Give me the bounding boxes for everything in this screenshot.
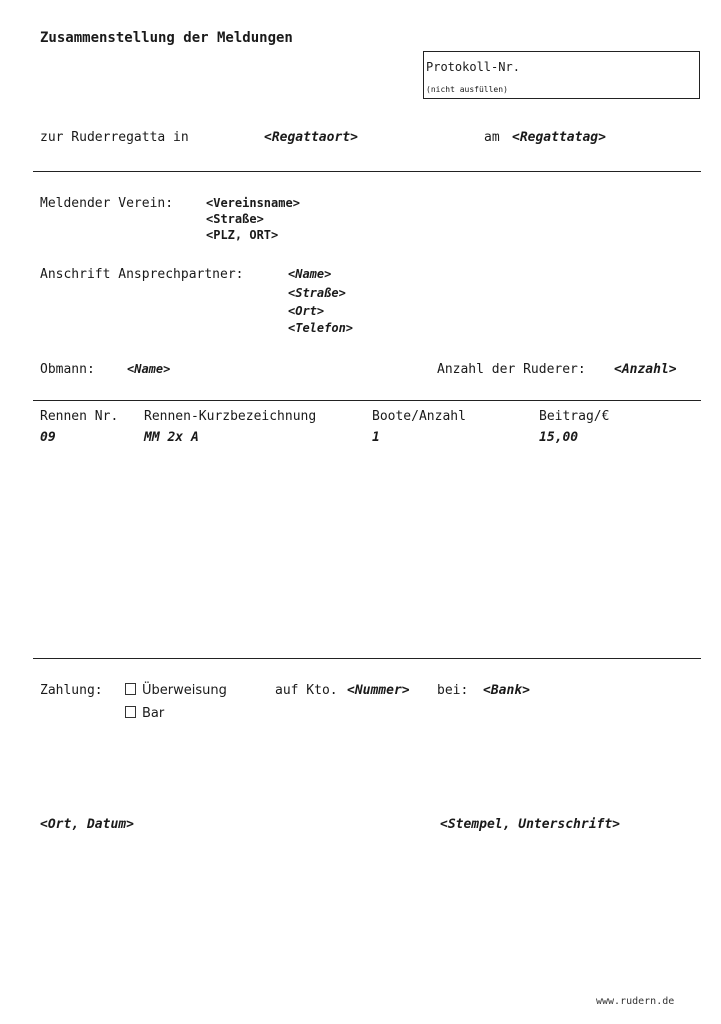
payment-cash-option[interactable]: [125, 706, 164, 721]
account-label: auf Kto.: [275, 683, 338, 698]
regatta-date: <Regattatag>: [512, 130, 606, 145]
divider-table-bottom: [33, 658, 701, 659]
regatta-location: <Regattaort>: [264, 130, 358, 145]
payment-transfer-option[interactable]: [125, 683, 227, 698]
cash-checkbox[interactable]: [125, 706, 136, 718]
contact-name: <Name>: [288, 267, 332, 281]
club-street: <Straße>: [206, 212, 264, 226]
bank-name: <Bank>: [483, 683, 530, 698]
account-number: <Nummer>: [347, 683, 410, 698]
table-header-race-name: Rennen-Kurzbezeichnung: [144, 409, 317, 424]
protocol-number-label: Protokoll-Nr.: [426, 60, 520, 74]
rower-count: <Anzahl>: [614, 362, 677, 377]
cash-label: Bar: [142, 706, 165, 721]
club-name: <Vereinsname>: [206, 196, 300, 210]
divider-table-top: [33, 400, 701, 401]
table-header-boats: Boote/Anzahl: [372, 409, 466, 424]
contact-street: <Straße>: [288, 286, 346, 300]
page-title: Zusammenstellung der Meldungen: [40, 30, 293, 46]
footer-website[interactable]: www.rudern.de: [596, 996, 675, 1007]
transfer-checkbox[interactable]: [125, 683, 136, 695]
place-date-field: <Ort, Datum>: [40, 817, 134, 832]
regatta-prefix: zur Ruderregatta in: [40, 130, 189, 145]
contact-city: <Ort>: [288, 304, 325, 318]
boats-cell: 1: [372, 430, 380, 445]
regatta-date-label: am: [484, 130, 500, 145]
transfer-label: Überweisung: [142, 683, 227, 698]
race-number-cell: 09: [40, 430, 56, 445]
stamp-signature-field: <Stempel, Unterschrift>: [440, 817, 621, 832]
race-name-cell: MM 2x A: [144, 430, 199, 445]
table-header-fee: Beitrag/€: [539, 409, 610, 424]
club-city: <PLZ, ORT>: [206, 228, 279, 242]
protocol-number-box: [423, 51, 700, 99]
rower-count-label: Anzahl der Ruderer:: [437, 362, 586, 377]
club-label: Meldender Verein:: [40, 196, 174, 211]
fee-cell: 15,00: [539, 430, 579, 445]
table-header-race-number: Rennen Nr.: [40, 409, 119, 424]
captain-label: Obmann:: [40, 362, 95, 377]
payment-label: Zahlung:: [40, 683, 103, 698]
protocol-number-hint: (nicht ausfüllen): [426, 85, 508, 94]
contact-phone: <Telefon>: [288, 321, 354, 335]
captain-name: <Name>: [127, 362, 171, 376]
contact-label: Anschrift Ansprechpartner:: [40, 267, 244, 282]
bank-label: bei:: [437, 683, 469, 698]
divider-top: [33, 171, 701, 172]
